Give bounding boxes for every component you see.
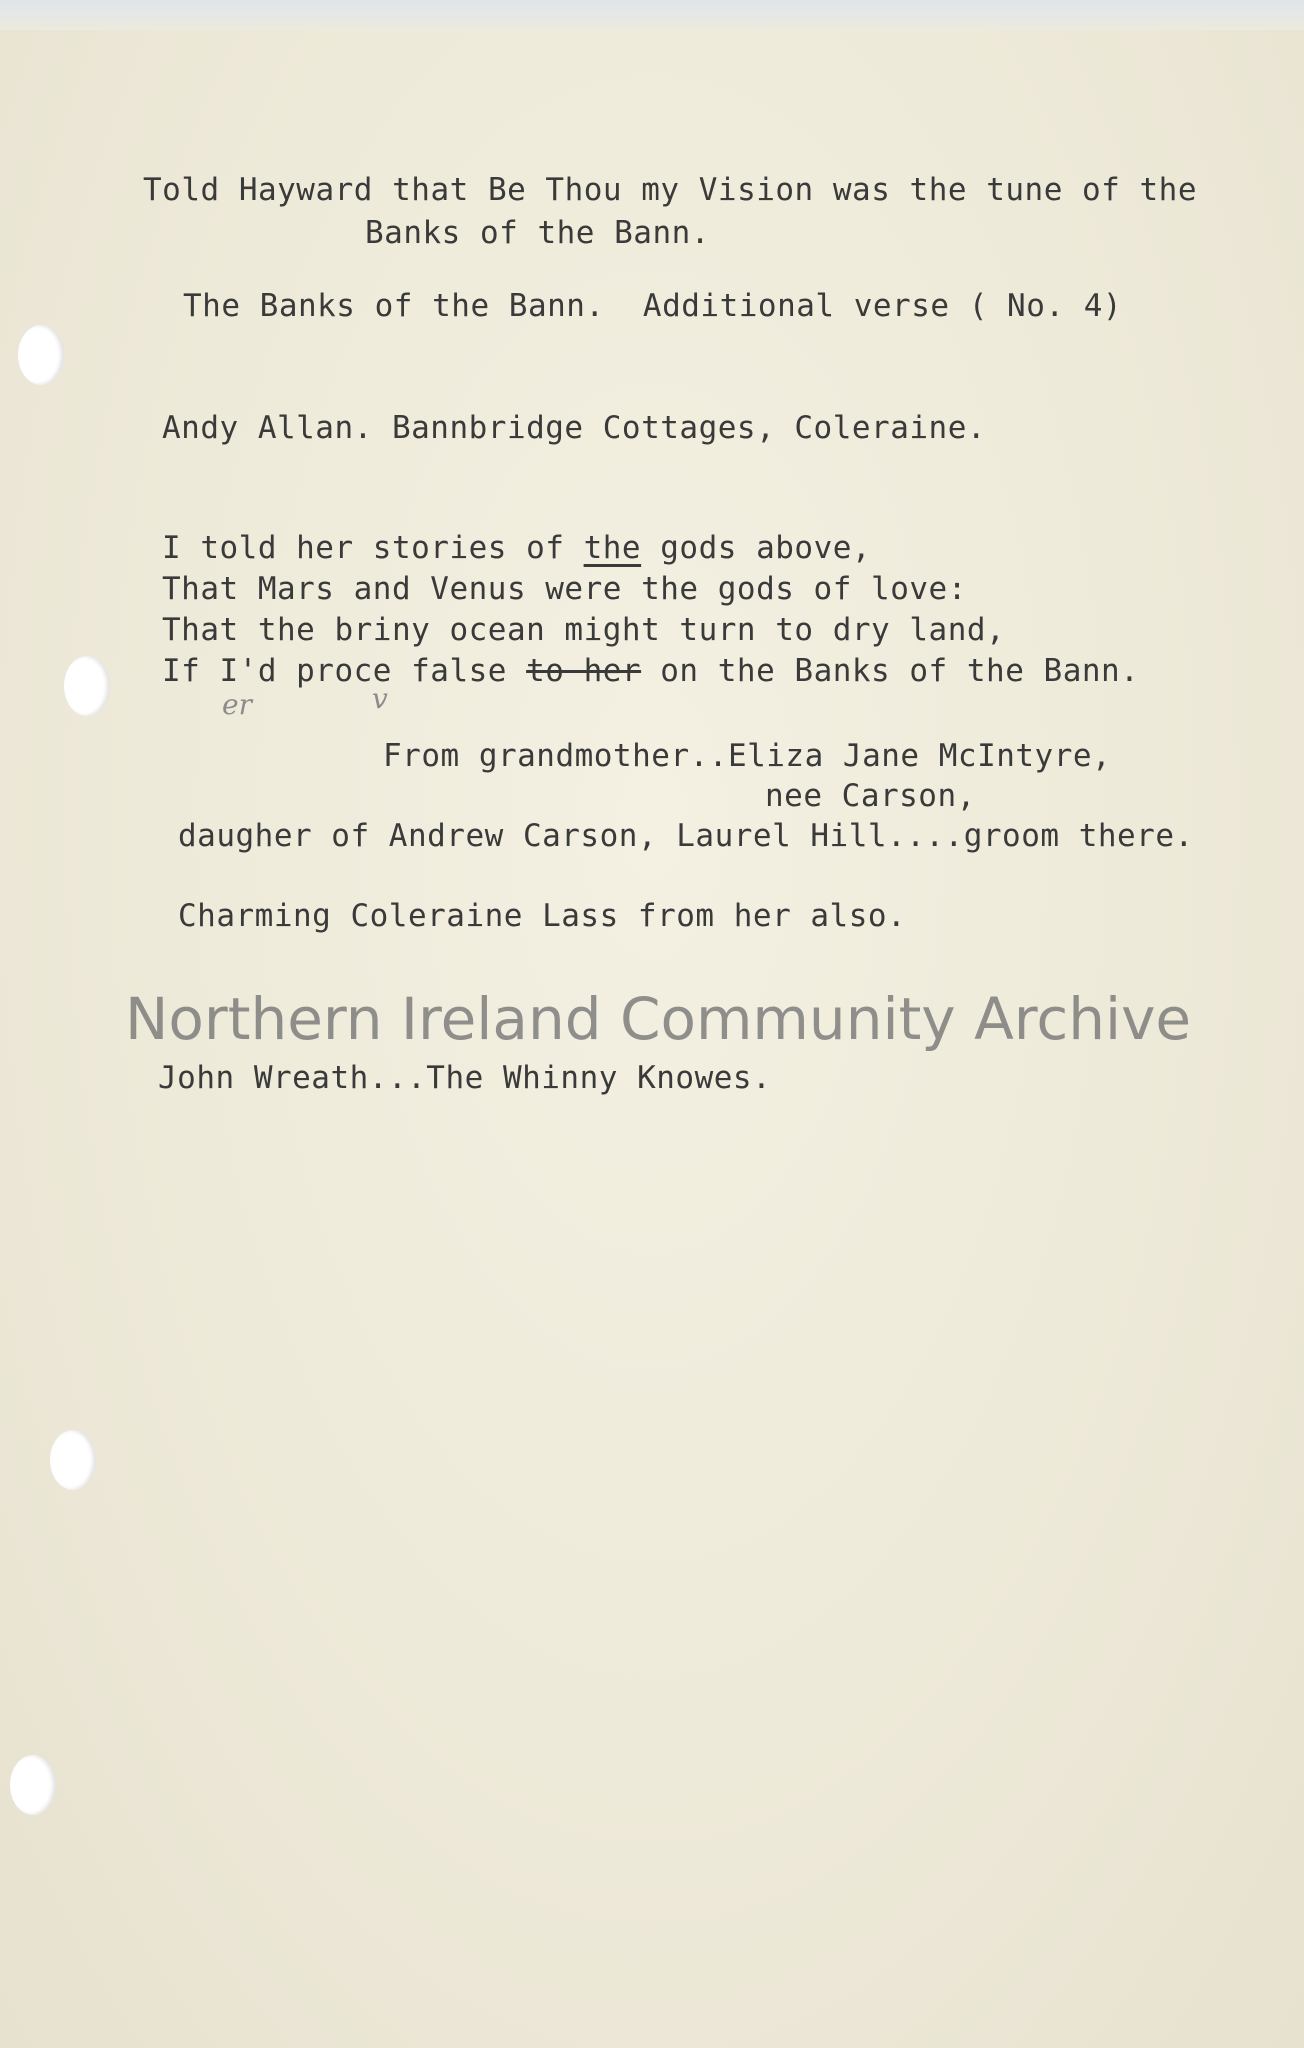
- verse-line-1-pre: I told her stories of: [162, 530, 584, 566]
- verse-line-1: [162, 530, 871, 566]
- typed-line-1: Told Hayward that Be Thou my Vision was the tune of the: [143, 172, 1197, 208]
- pencil-correction-1: er: [222, 688, 252, 721]
- punch-hole-1: [18, 325, 64, 385]
- punch-hole-4: [10, 1755, 56, 1815]
- typed-line-10: nee Carson,: [765, 778, 976, 814]
- scan-top-edge: [0, 0, 1304, 30]
- verse-line-1-post: gods above,: [641, 530, 872, 566]
- typed-line-11: daugher of Andrew Carson, Laurel Hill....groom there.: [178, 818, 1194, 854]
- punch-hole-3: [50, 1430, 96, 1490]
- typed-line-13: John Wreath...The Whinny Knowes.: [158, 1060, 772, 1096]
- verse-line-3: That the briny ocean might turn to dry land,: [162, 612, 1006, 648]
- archive-watermark: Northern Ireland Community Archive: [125, 985, 1192, 1053]
- pencil-correction-2: v: [372, 682, 388, 715]
- typed-line-9: From grandmother..Eliza Jane McIntyre,: [383, 738, 1112, 774]
- verse-line-4-post: on the Banks of the Bann.: [641, 653, 1140, 689]
- verse-line-4: [162, 653, 1139, 689]
- typed-line-2: Banks of the Bann.: [365, 215, 710, 251]
- punch-hole-2: [64, 656, 110, 716]
- verse-line-2: That Mars and Venus were the gods of love:: [162, 571, 967, 607]
- typed-line-3: The Banks of the Bann. Additional verse ( No. 4): [183, 288, 1123, 324]
- verse-line-4-struck: to her: [526, 653, 642, 689]
- typed-line-4: Andy Allan. Bannbridge Cottages, Coleraine.: [162, 410, 987, 446]
- verse-line-4-pre: If I'd proce false: [162, 653, 527, 689]
- verse-line-1-underlined: the: [583, 530, 642, 566]
- typed-line-12: Charming Coleraine Lass from her also.: [178, 898, 907, 934]
